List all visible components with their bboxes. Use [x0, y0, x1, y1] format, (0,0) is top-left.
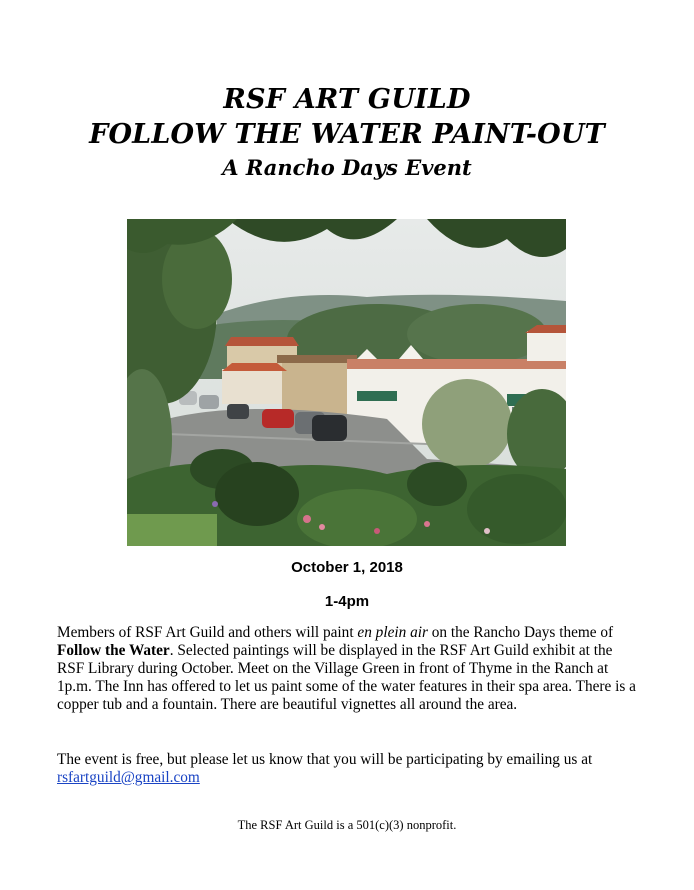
participation-note: [57, 751, 642, 787]
participation-text: The event is free, but please let us know that you will be participating by emailing us at: [57, 751, 593, 768]
event-time: 1-4pm: [324, 593, 370, 610]
event-description: [57, 624, 642, 714]
nonprofit-footer: The RSF Art Guild is a 501(c)(3) nonprofit.: [237, 818, 457, 832]
description-theme: Follow the Water: [57, 642, 170, 659]
description-part-3: . Selected paintings will be displayed in the RSF Art Guild exhibit at the RSF Library during October. Meet on the Village Green in front of Thyme in the Ranch at 1p.m. The Inn has offered to let us paint some of the water features in their spa area. There is a copper tub and a fountain. There are beautiful vignettes all around the area.: [57, 642, 636, 713]
description-part-2: on the Rancho Days theme of: [427, 624, 614, 641]
description-italic: en plein air: [357, 624, 428, 641]
event-subtitle: A Rancho Days Event: [222, 155, 472, 180]
description-part-1: Members of RSF Art Guild and others will paint: [57, 624, 358, 641]
flyer-header: [0, 82, 694, 184]
village-street-photo: [127, 219, 566, 546]
email-link[interactable]: rsfartguild@gmail.com: [57, 769, 200, 786]
event-title: FOLLOW THE WATER PAINT-OUT: [89, 119, 605, 150]
guild-title: RSF ART GUILD: [223, 84, 471, 115]
event-date: October 1, 2018: [291, 559, 403, 576]
